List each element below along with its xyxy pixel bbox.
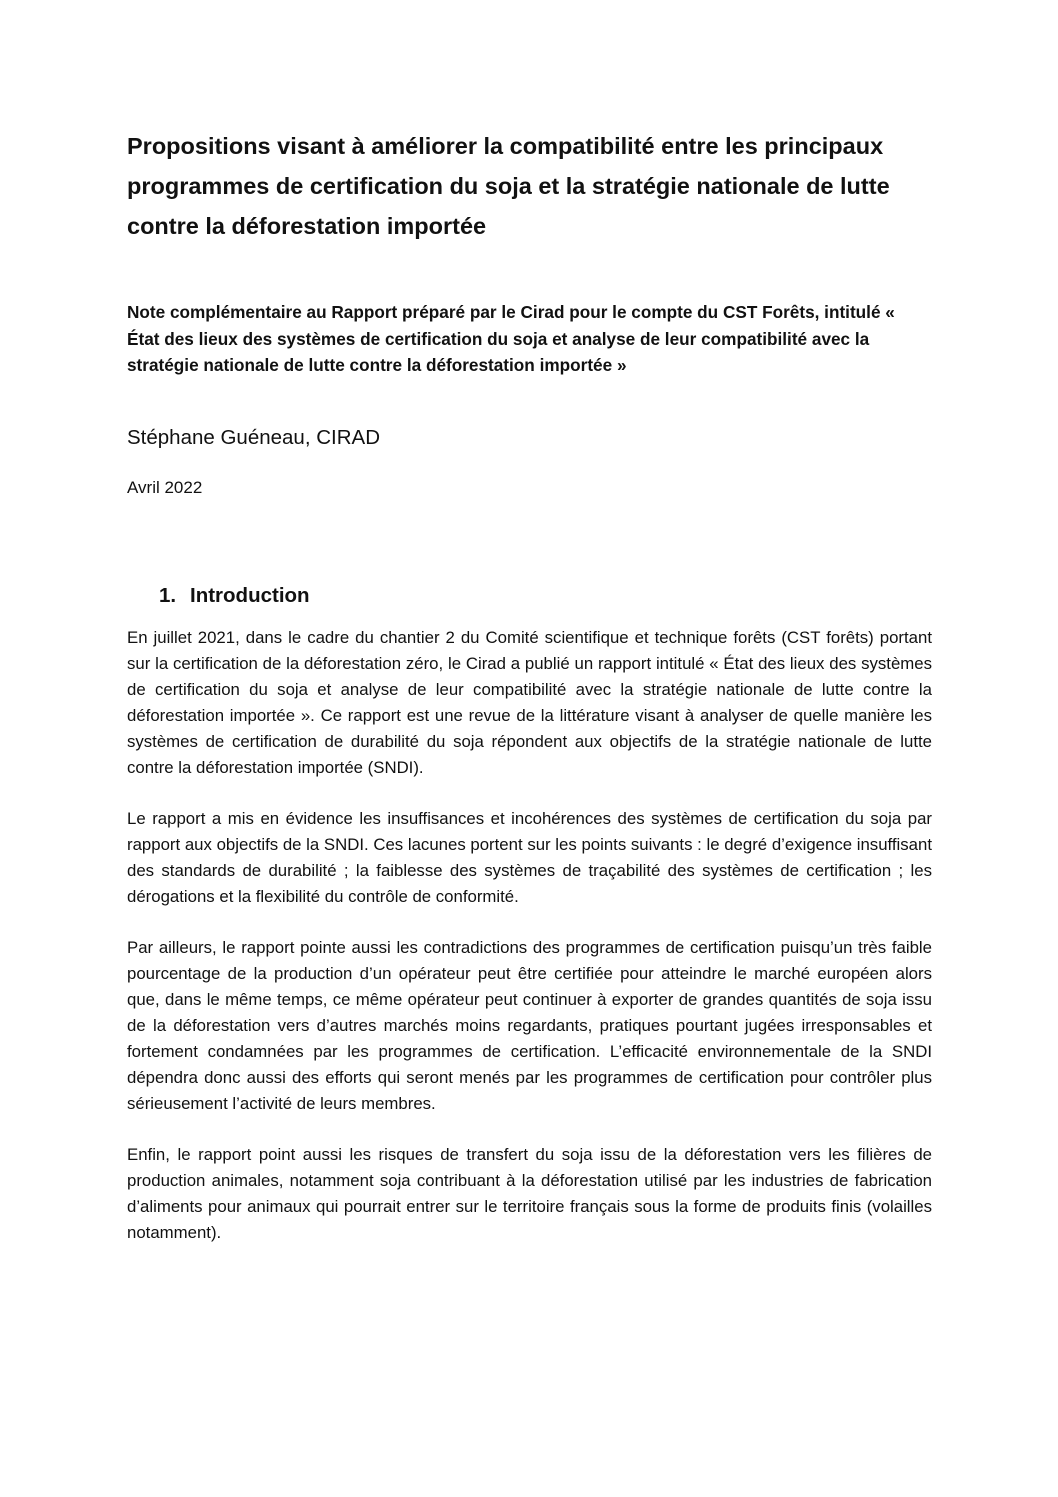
author-line: Stéphane Guéneau, CIRAD xyxy=(127,425,380,449)
complementary-note: Note complémentaire au Rapport préparé par le Cirad pour le compte du CST Forêts, intitulé « État des lieux des systèmes de certification du soja et analyse de leur compatibilité avec la stratégie nationale de lutte contre la déforestation importée » xyxy=(127,302,895,375)
paragraph: En juillet 2021, dans le cadre du chantier 2 du Comité scientifique et technique forêts (CST forêts) portant sur la certification de la déforestation zéro, le Cirad a publié un rapport intitulé « État des lieux des systèmes de certification du soja et analyse de leur compatibilité avec la stratégie nationale de lutte contre la déforestation importée ». Ce rapport est une revue de la littérature visant à analyser de quelle manière les systèmes de certification de durabilité du soja répondent aux objectifs de la stratégie nationale de lutte contre la déforestation importée (SNDI). xyxy=(127,627,932,777)
section-title: Introduction xyxy=(190,583,310,607)
paragraph: Par ailleurs, le rapport pointe aussi les contradictions des programmes de certification puisqu’un très faible pourcentage de la production d’un opérateur peut être certifiée pour atteindre le marché européen alors que, dans le même temps, ce même opérateur peut continuer à exporter de grandes quantités de soja issu de la déforestation vers d’autres marchés moins regardants, pratiques pourtant jugées irresponsables et fortement condamnées par les programmes de certification. L’efficacité environnementale de la SNDI dépendra donc aussi des efforts qui seront menés par les programmes de certification pour contrôler plus sérieusement l’activité de leurs membres. xyxy=(127,937,932,1113)
publication-date: Avril 2022 xyxy=(127,477,203,497)
paragraph: Enfin, le rapport point aussi les risques de transfert du soja issu de la déforestation vers les filières de production animales, notamment soja contribuant à la déforestation utilisé par les industries de fabrication d’aliments pour animaux qui pourrait entrer sur le territoire français sous la forme de produits finis (volailles notamment). xyxy=(127,1144,932,1242)
section-heading-introduction xyxy=(159,581,932,611)
paragraph: Le rapport a mis en évidence les insuffisances et incohérences des systèmes de certification du soja par rapport aux objectifs de la SNDI. Ces lacunes portent sur les points suivants : le degré d’exigence insuffisant des standards de durabilité ; la faiblesse des systèmes de traçabilité des systèmes de certification ; les dérogations et la flexibilité du contrôle de conformité. xyxy=(127,808,932,906)
section-number: 1. xyxy=(159,583,177,607)
document-title: Propositions visant à améliorer la compatibilité entre les principaux programmes de certification du soja et la stratégie nationale de lutte contre la déforestation importée xyxy=(127,133,890,239)
document-page xyxy=(127,126,932,1246)
